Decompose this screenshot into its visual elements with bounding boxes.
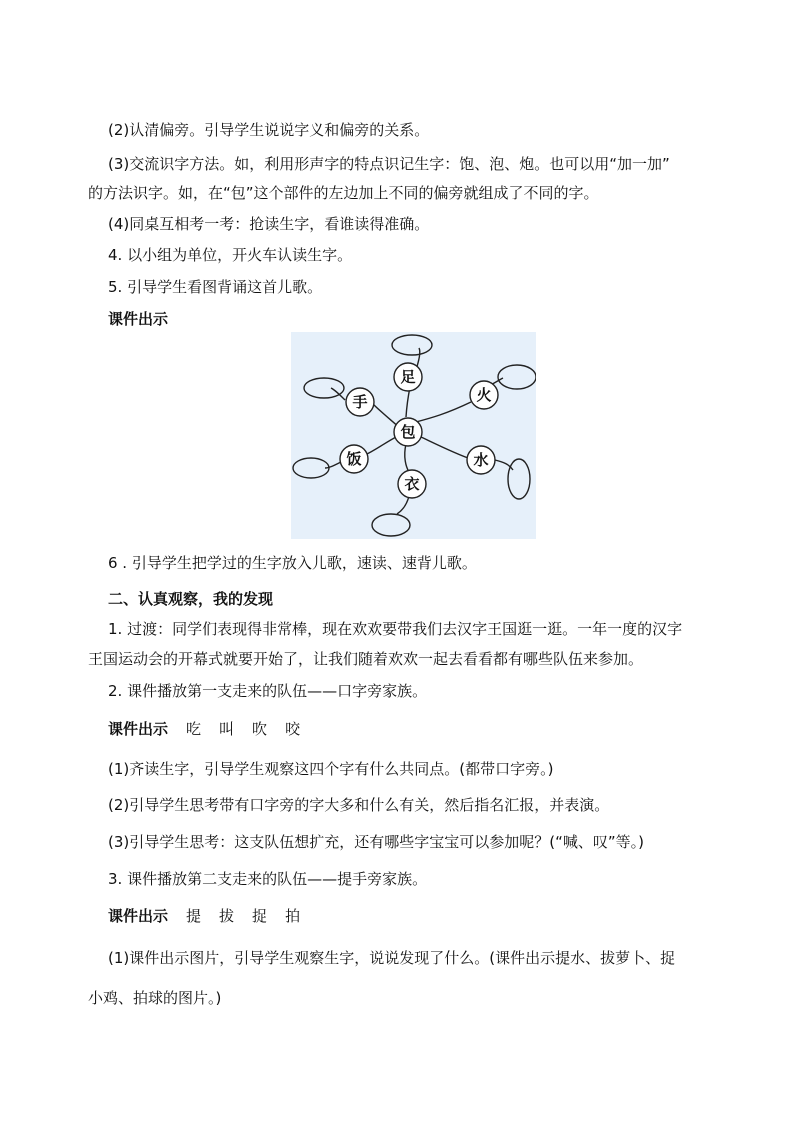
kou-item-1: (1)齐读生字，引导学生观察这四个字有什么共同点。(都带口字旁。) <box>108 760 554 778</box>
kou-char-2: 叫 <box>219 720 235 738</box>
kou-item-3: (3)引导学生思考：这支队伍想扩充，还有哪些字宝宝可以参加呢？(“喊、叹”等。) <box>108 833 644 851</box>
step-3: 3. 课件播放第二支走来的队伍——提手旁家族。 <box>108 870 428 888</box>
courseware-label: 课件出示 <box>108 310 169 328</box>
char-shou: 手 <box>352 393 368 411</box>
para-method: (3)交流识字方法。如，利用形声字的特点识记生字：饱、泡、炮。也可以用“加一加” <box>108 155 670 173</box>
step-4: 4. 以小组为单位，开火车认读生字。 <box>108 246 353 264</box>
kou-item-2: (2)引导学生思考带有口字旁的字大多和什么有关，然后指名汇报，并表演。 <box>108 796 610 814</box>
blank-oval-shou <box>304 378 344 398</box>
kou-char-1: 吃 <box>186 720 202 738</box>
shou-item-1-cont: 小鸡、拍球的图片。) <box>88 989 222 1007</box>
para-radical: (2)认清偏旁。引导学生说说字义和偏旁的关系。 <box>108 121 430 139</box>
step-2: 2. 课件播放第一支走来的队伍——口字旁家族。 <box>108 682 428 700</box>
link-shou-oval <box>331 388 345 400</box>
step-1-transition-cont: 王国运动会的开幕式就要开始了，让我们随着欢欢一起去看看都有哪些队伍来参加。 <box>88 650 644 668</box>
shou-char-1: 提 <box>186 907 202 925</box>
courseware-label-shou: 课件出示 <box>108 907 169 925</box>
char-fan: 饭 <box>346 450 362 468</box>
blank-oval-huo <box>498 365 536 389</box>
link-yi-oval <box>397 496 409 514</box>
step-1-transition: 1. 过渡：同学们表现得非常棒，现在欢欢要带我们去汉字王国逛一逛。一年一度的汉字 <box>108 620 683 638</box>
char-center: 包 <box>400 423 416 441</box>
shou-char-3: 捉 <box>252 907 268 925</box>
char-shui: 水 <box>473 451 489 469</box>
blank-oval-shui <box>508 459 530 499</box>
courseware-label-kou: 课件出示 <box>108 720 169 738</box>
radical-diagram-svg <box>291 332 536 539</box>
blank-oval-zu <box>392 335 432 355</box>
char-yi: 衣 <box>404 475 420 493</box>
shou-item-1: (1)课件出示图片，引导学生观察生字，说说发现了什么。(课件出示提水、拔萝卜、捉 <box>108 949 676 967</box>
char-zu: 足 <box>400 368 416 386</box>
shou-char-4: 拍 <box>285 907 301 925</box>
courseware-kou-row <box>108 719 300 739</box>
para-method-cont: 的方法识字。如，在“包”这个部件的左边加上不同的偏旁就组成了不同的字。 <box>88 184 599 202</box>
link-shui <box>419 436 471 459</box>
radical-diagram <box>291 332 536 539</box>
step-6: 6 . 引导学生把学过的生字放入儿歌，速读、速背儿歌。 <box>108 554 477 572</box>
link-yi <box>405 444 409 472</box>
shou-char-2: 拔 <box>219 907 235 925</box>
blank-oval-yi <box>372 514 410 536</box>
para-quiz: (4)同桌互相考一考：抢读生字，看谁读得准确。 <box>108 215 430 233</box>
link-fan <box>363 436 398 456</box>
step-5: 5. 引导学生看图背诵这首儿歌。 <box>108 278 323 296</box>
blank-oval-fan <box>293 458 329 478</box>
link-huo <box>416 402 471 422</box>
courseware-shou-row <box>108 906 300 926</box>
kou-char-4: 咬 <box>285 720 301 738</box>
section-heading: 二、认真观察，我的发现 <box>108 590 274 608</box>
kou-char-3: 吹 <box>252 720 268 738</box>
char-huo: 火 <box>476 386 492 404</box>
